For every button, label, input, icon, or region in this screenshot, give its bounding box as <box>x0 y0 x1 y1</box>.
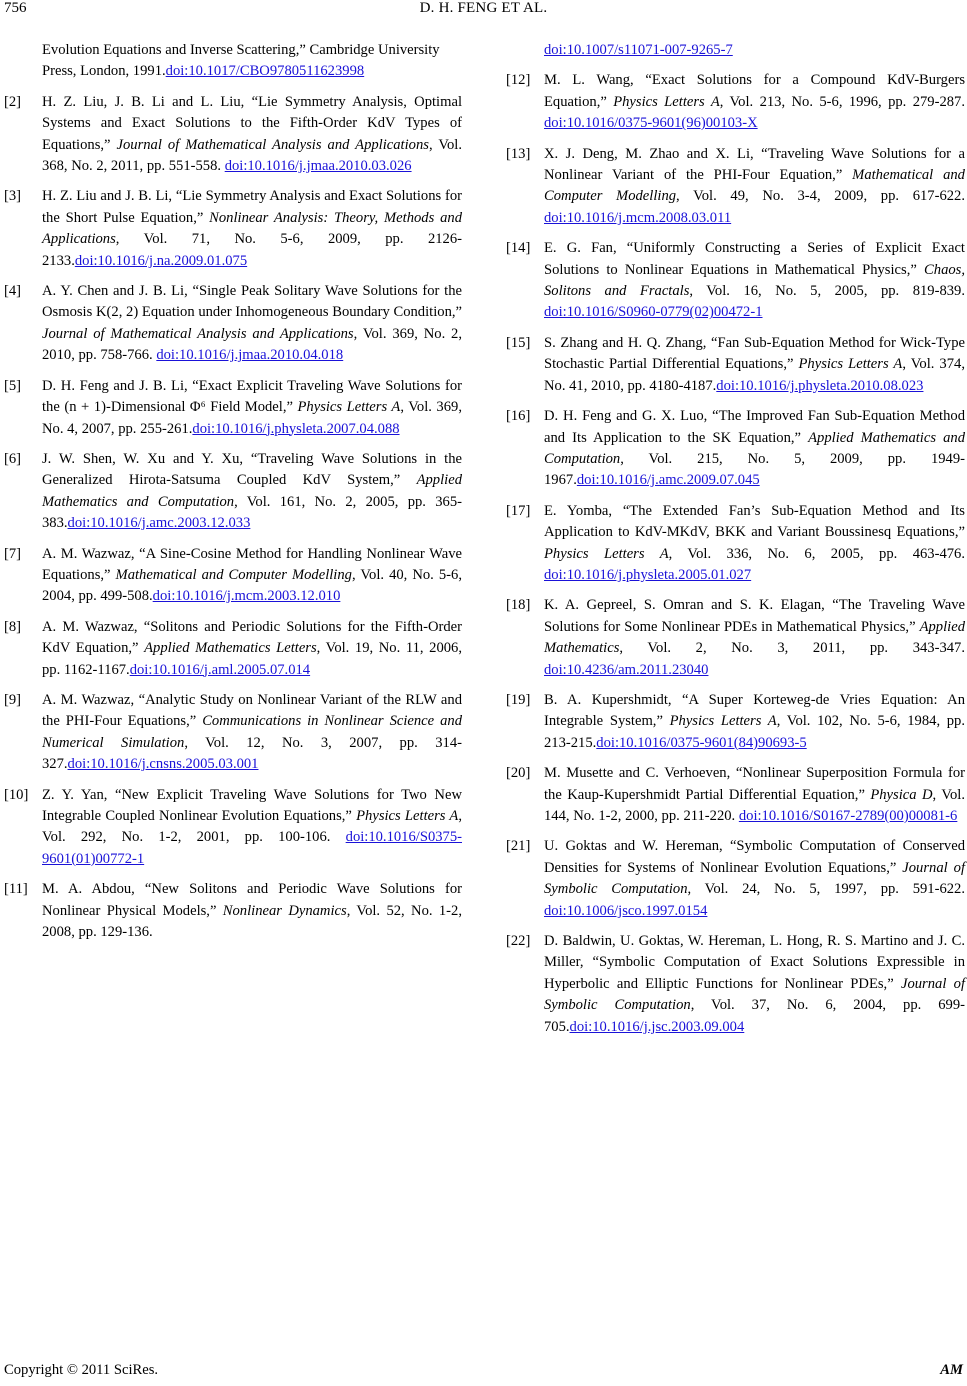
reference-text <box>42 879 462 943</box>
reference-number: [3] <box>4 188 22 205</box>
reference-text <box>544 238 965 324</box>
reference-number: [2] <box>4 93 22 110</box>
page-number: 756 <box>4 0 27 16</box>
reference-journal: Physics Letters A <box>297 399 401 416</box>
reference-entry <box>506 501 965 587</box>
reference-details: , Vol. 19, No. 11, 2006, pp. 1162-1167. <box>42 640 462 678</box>
doi-link[interactable]: doi:10.1016/0375-9601(96)00103-X <box>544 115 758 132</box>
reference-authors-title: M. L. Wang, “Exact Solutions for a Compound KdV-Burgers Equation,” <box>544 72 965 110</box>
reference-number: [22] <box>506 933 531 950</box>
reference-details: , Vol. 102, No. 5-6, 1984, pp. 213-215. <box>544 713 966 751</box>
reference-authors-title: A. M. Wazwaz, “Solitons and Periodic Solutions for the Fifth-Order KdV Equation,” <box>42 618 462 657</box>
doi-link[interactable]: doi:10.1016/j.cnsns.2005.03.001 <box>67 756 259 773</box>
doi-link[interactable]: doi:10.4236/am.2011.23040 <box>544 661 709 678</box>
reference-details: , Vol. 368, No. 2, 2011, pp. 551-558. <box>42 136 462 175</box>
reference-authors-title: H. Z. Liu, J. B. Li and L. Liu, “Lie Symmetry Analysis, Optimal Systems and Exact Solutions to the Fifth-Order KdV Types of Equations,” <box>42 93 462 153</box>
reference-text <box>42 785 462 871</box>
reference-entry <box>4 376 462 440</box>
reference-entry <box>4 690 462 776</box>
reference-authors-title: H. Z. Liu and J. B. Li, “Lie Symmetry Analysis and Exact Solutions for the Short Pulse Equation,” <box>42 188 462 226</box>
doi-link[interactable]: doi:10.1016/j.jmaa.2010.04.018 <box>156 347 344 364</box>
page-footer <box>4 1362 963 1379</box>
reference-text <box>42 617 462 681</box>
reference-authors-title: D. H. Feng and G. X. Luo, “The Improved Fan Sub-Equation Method and Its Application to the SK Equation,” <box>544 408 965 446</box>
reference-details: , Vol. 161, No. 2, 2005, pp. 365-383. <box>42 493 462 532</box>
doi-link[interactable]: doi:10.1006/jsco.1997.0154 <box>544 902 708 919</box>
doi-link[interactable]: doi:10.1016/j.amc.2009.07.045 <box>576 472 760 489</box>
reference-number: [19] <box>506 691 531 708</box>
reference-journal: Nonlinear Dynamics <box>222 902 347 919</box>
reference-journal: Nonlinear Analysis: Theory, Methods and Applications <box>42 209 462 248</box>
reference-entry <box>506 406 965 492</box>
reference-authors-title: A. M. Wazwaz, “Analytic Study on Nonlinear Variant of the RLW and the PHI-Four Equations,” <box>42 691 462 730</box>
reference-journal: Journal of Mathematical Analysis and Applications <box>42 325 354 342</box>
doi-link[interactable]: doi:10.1016/S0960-0779(02)00472-1 <box>544 304 763 321</box>
reference-number: [16] <box>506 408 531 425</box>
reference-authors-title: J. W. Shen, W. Xu and Y. Xu, “Traveling Wave Solutions in the Generalized Hirota-Satsuma Coupled KdV System,” <box>42 450 462 489</box>
reference-text <box>544 406 965 492</box>
reference-number: [4] <box>4 283 22 300</box>
reference-entry <box>544 40 965 61</box>
reference-journal: Applied Mathematics and Computation <box>42 472 462 510</box>
reference-text <box>42 186 462 272</box>
reference-details: , Vol. 215, No. 5, 2009, pp. 1949-1967. <box>544 450 965 489</box>
reference-authors-title: Evolution Equations and Inverse Scattering,” Cambridge University Press, London, 1991. <box>42 42 440 80</box>
reference-authors-title: K. A. Gepreel, S. Omran and S. K. Elagan, “The Traveling Wave Solutions for Some Nonlinear PDEs in Mathematical Physics,” <box>544 597 965 635</box>
reference-entry <box>506 836 965 922</box>
reference-text <box>42 92 462 178</box>
reference-authors-title: D. H. Feng and J. B. Li, “Exact Explicit Traveling Wave Solutions for the (n + 1)-Dimensional Φ⁶ Field Model,” <box>42 377 462 416</box>
reference-number: [12] <box>506 72 531 89</box>
reference-entry <box>4 449 462 535</box>
reference-entry <box>4 879 462 943</box>
reference-details: , Vol. 49, No. 3-4, 2009, pp. 617-622. <box>676 188 966 205</box>
reference-journal: Chaos, Solitons and Fractals <box>544 261 965 300</box>
reference-journal: Applied Mathematics Letters <box>144 640 317 657</box>
reference-details: , Vol. 369, No. 4, 2007, pp. 255-261. <box>42 399 462 437</box>
reference-authors-title: E. Yomba, “The Extended Fan’s Sub-Equation Method and Its Application to KdV-MKdV, BKK and Variant Boussinesq Equations,” <box>544 502 965 541</box>
reference-details: , Vol. 52, No. 1-2, 2008, pp. 129-136. <box>42 902 462 941</box>
reference-authors-title: D. Baldwin, U. Goktas, W. Hereman, L. Hong, R. S. Martino and J. C. Miller, “Symbolic Computation of Exact Solutions Expressible in Hyperbolic and Elliptic Functions for Nonlinear PDEs,” <box>544 933 965 992</box>
reference-text <box>544 333 965 397</box>
copyright-text: Copyright © 2011 SciRes. <box>4 1362 159 1378</box>
reference-details: , Vol. 336, No. 6, 2005, pp. 463-476. <box>668 545 965 562</box>
reference-authors-title: Z. Y. Yan, “New Explicit Traveling Wave Solutions for Two New Integrable Coupled Nonlinear Evolution Equations,” <box>42 786 462 824</box>
reference-details: , Vol. 37, No. 6, 2004, pp. 699-705. <box>544 997 965 1035</box>
reference-number: [20] <box>506 765 531 782</box>
doi-link[interactable]: doi:10.1016/j.jmaa.2010.03.026 <box>224 158 412 175</box>
left-column <box>4 40 462 952</box>
reference-number: [5] <box>4 377 22 394</box>
journal-abbrev: AM <box>940 1362 963 1378</box>
reference-details: , Vol. 213, No. 5-6, 1996, pp. 279-287. <box>719 93 965 110</box>
reference-authors-title: M. A. Abdou, “New Solitons and Periodic Wave Solutions for Nonlinear Physical Models,” <box>42 881 462 919</box>
reference-text <box>544 501 965 587</box>
running-title: D. H. FENG ET AL. <box>419 0 548 16</box>
reference-journal: Physics Letters A <box>613 93 720 110</box>
reference-entry <box>4 92 462 178</box>
reference-details: , Vol. 374, No. 41, 2010, pp. 4180-4187. <box>544 356 965 394</box>
doi-link[interactable]: doi:10.1016/j.physleta.2005.01.027 <box>544 566 752 583</box>
reference-journal: Applied Mathematics and Computation <box>544 429 965 467</box>
reference-entry <box>506 690 965 754</box>
doi-link[interactable]: doi:10.1016/j.na.2009.01.075 <box>74 252 248 269</box>
reference-number: [7] <box>4 545 22 562</box>
doi-link[interactable]: doi:10.1016/j.aml.2005.07.014 <box>129 661 311 678</box>
reference-details: , Vol. 40, No. 5-6, 2004, pp. 499-508. <box>42 566 462 605</box>
reference-details: , Vol. 71, No. 5-6, 2009, pp. 2126-2133. <box>42 231 462 269</box>
reference-text <box>42 449 462 535</box>
reference-number: [21] <box>506 838 531 855</box>
doi-link[interactable]: doi:10.1007/s11071-007-9265-7 <box>544 42 733 58</box>
reference-journal: Physics Letters A <box>356 808 459 824</box>
doi-link[interactable]: doi:10.1016/j.physleta.2010.08.023 <box>716 377 924 394</box>
reference-number: [11] <box>4 881 28 898</box>
doi-link[interactable]: doi:10.1016/S0375-9601(01)00772-1 <box>42 829 462 867</box>
reference-text <box>42 376 462 440</box>
reference-entry <box>4 281 462 367</box>
doi-link[interactable]: doi:10.1016/0375-9601(84)90693-5 <box>596 734 807 751</box>
reference-text <box>42 42 440 79</box>
reference-entry <box>506 238 965 324</box>
reference-entry <box>4 785 462 871</box>
reference-number: [13] <box>506 145 531 162</box>
reference-number: [15] <box>506 334 531 351</box>
reference-number: [17] <box>506 502 531 519</box>
reference-authors-title: A. Y. Chen and J. B. Li, “Single Peak Solitary Wave Solutions for the Osmosis K(2, 2) Equation under Inhomogeneous Boundary Condition,” <box>42 283 462 321</box>
reference-journal: Applied Mathematics <box>544 618 965 657</box>
reference-details: , Vol. 12, No. 3, 2007, pp. 314-327. <box>42 734 462 773</box>
reference-text <box>544 690 965 754</box>
reference-text <box>42 281 462 367</box>
reference-number: [8] <box>4 618 22 635</box>
reference-text <box>544 42 733 58</box>
reference-entry <box>506 70 965 134</box>
reference-text <box>42 690 462 776</box>
reference-text <box>544 931 965 1038</box>
doi-link[interactable]: doi:10.1016/j.jsc.2003.09.004 <box>569 1018 745 1035</box>
reference-entry <box>42 40 462 83</box>
reference-authors-title: B. A. Kupershmidt, “A Super Korteweg-de Vries Equation: An Integrable System,” <box>544 691 965 730</box>
doi-link[interactable]: doi:10.1016/j.physleta.2007.04.088 <box>192 420 400 437</box>
reference-details: , Vol. 24, No. 5, 1997, pp. 591-622. <box>687 881 965 898</box>
reference-details: , Vol. 292, No. 1-2, 2001, pp. 100-106. <box>42 808 462 846</box>
reference-entry <box>4 544 462 608</box>
reference-journal: Communications in Nonlinear Science and Numerical Simulation <box>42 713 463 751</box>
reference-authors-title: M. Musette and C. Verhoeven, “Nonlinear Superposition Formula for the Kaup-Kupershmidt Partial Differential Equation,” <box>544 765 965 803</box>
reference-authors-title: E. G. Fan, “Uniformly Constructing a Series of Explicit Exact Solutions to Nonlinear Equations in Mathematical Physics,” <box>544 240 965 278</box>
reference-entry <box>4 617 462 681</box>
reference-text <box>544 70 965 134</box>
reference-journal: Mathematical and Computer Modelling <box>544 167 965 205</box>
reference-entry <box>506 931 965 1038</box>
reference-authors-title: A. M. Wazwaz, “A Sine-Cosine Method for Handling Nonlinear Wave Equations,” <box>42 545 462 583</box>
reference-authors-title: U. Goktas and W. Hereman, “Symbolic Computation of Conserved Densities for Systems of Nonlinear Evolution Equations,” <box>544 838 965 876</box>
reference-entry <box>506 595 965 681</box>
reference-entry <box>506 333 965 397</box>
reference-number: [14] <box>506 240 531 257</box>
reference-text <box>544 595 965 681</box>
doi-link[interactable]: doi:10.1016/S0167-2789(00)00081-6 <box>738 808 958 824</box>
reference-entry <box>506 144 965 230</box>
reference-text <box>544 836 965 922</box>
reference-entry <box>4 186 462 272</box>
reference-details: , Vol. 144, No. 1-2, 2000, pp. 211-220. <box>544 786 965 824</box>
doi-link[interactable]: doi:10.1016/j.mcm.2008.03.011 <box>544 209 732 226</box>
doi-link[interactable]: doi:10.1016/j.mcm.2003.12.010 <box>152 588 341 605</box>
reference-number: [6] <box>4 450 22 467</box>
reference-text <box>544 144 965 230</box>
right-column <box>506 40 965 1047</box>
reference-number: [9] <box>4 691 22 708</box>
reference-text <box>544 763 965 827</box>
reference-journal: Physics Letters A <box>669 713 777 730</box>
reference-authors-title: S. Zhang and H. Q. Zhang, “Fan Sub-Equation Method for Wick-Type Stochastic Partial Differential Equations,” <box>544 334 965 373</box>
reference-journal: Journal of Symbolic Computation <box>544 975 965 1014</box>
reference-text <box>42 544 462 608</box>
reference-number: [18] <box>506 597 531 614</box>
reference-details: , Vol. 2, No. 3, 2011, pp. 343-347. <box>619 640 965 657</box>
reference-details: , Vol. 16, No. 5, 2005, pp. 819-839. <box>689 283 966 300</box>
reference-entry <box>506 763 965 827</box>
doi-link[interactable]: doi:10.1017/CBO9780511623998 <box>165 63 365 80</box>
reference-journal: Mathematical and Computer Modelling <box>115 566 352 583</box>
reference-authors-title: X. J. Deng, M. Zhao and X. Li, “Traveling Wave Solutions for a Nonlinear Variant of the PHI-Four Equation,” <box>544 145 965 184</box>
reference-journal: Journal of Symbolic Computation <box>544 859 965 898</box>
reference-journal: Journal of Mathematical Analysis and Applications <box>116 136 429 153</box>
reference-journal: Physics Letters A <box>544 545 669 562</box>
doi-link[interactable]: doi:10.1016/j.amc.2003.12.033 <box>67 515 251 532</box>
reference-number: [10] <box>4 786 29 803</box>
reference-journal: Physics Letters A <box>798 356 903 373</box>
reference-journal: Physica D <box>870 786 933 803</box>
reference-details: , Vol. 369, No. 2, 2010, pp. 758-766. <box>42 325 463 364</box>
